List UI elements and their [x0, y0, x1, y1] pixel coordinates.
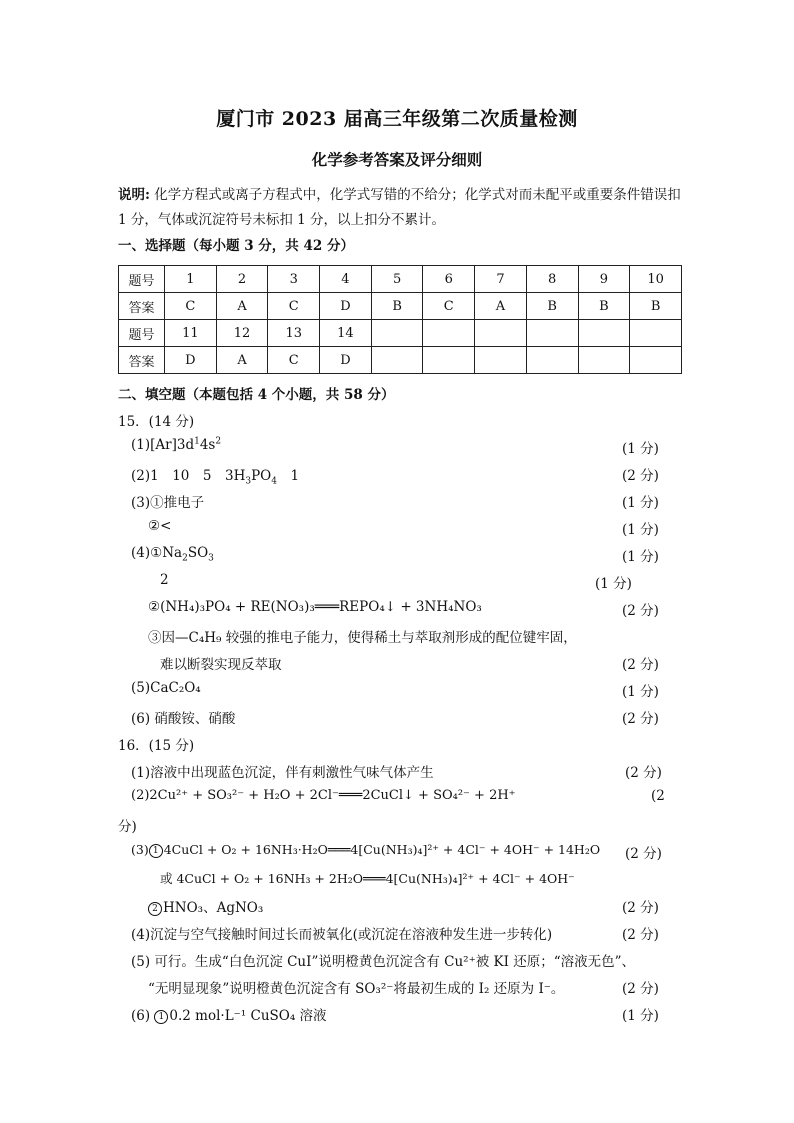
q16-part3a: [131, 842, 600, 858]
answer-cell: C: [423, 293, 475, 320]
circled-number-1-b: 1: [154, 1010, 168, 1024]
answer-cell: [475, 347, 527, 374]
question-number-cell: 2: [216, 266, 268, 293]
q16-part2: (2)2Cu²⁺ + SO₃²⁻ + H₂O + 2Cl⁻═══2CuCl↓ + SO₄²⁻ + 2H⁺: [131, 788, 516, 803]
q15-part1-mid: 4s: [199, 437, 216, 453]
q15-part2-text: (2)1 10 5 3H: [131, 468, 246, 484]
q15-part3b-points: (1 分): [622, 522, 659, 538]
q16-part2-wrap: 分): [118, 819, 137, 835]
section-fill-heading: 二、填空题（本题包括 4 个小题，共 58 分）: [118, 387, 395, 403]
q16-part6: [131, 1004, 327, 1024]
question-number-cell: 1: [165, 266, 217, 293]
answer-table: [118, 265, 682, 374]
q15-part2: [131, 464, 300, 487]
page-title: 厦门市 2023 届高三年级第二次质量检测: [216, 108, 578, 130]
q16-part5-line2: “无明显现象”说明橙黄色沉淀含有 SO₃²⁻将最初生成的 I₂ 还原为 I⁻。: [148, 981, 565, 997]
q15-part6-points: (2 分): [622, 711, 659, 727]
q15-part4a2-points: (1 分): [595, 576, 632, 592]
question-number-cell: [423, 320, 475, 347]
answer-cell: C: [165, 293, 217, 320]
q15-part4a-points: (1 分): [622, 549, 659, 565]
q15-part2-points: (2 分): [622, 468, 659, 484]
answer-cell: D: [320, 347, 372, 374]
q15-part4a: [131, 545, 214, 564]
q16-heading: 16．(15 分): [118, 738, 195, 754]
q16-part5: (5) 可行。生成“白色沉淀 CuI”说明橙黄色沉淀含有 Cu²⁺被 KI 还原；“溶液无色”、: [131, 954, 636, 970]
answer-cell: B: [578, 293, 630, 320]
table-row: [119, 293, 682, 320]
q16-part3a-points: (2 分): [625, 846, 662, 862]
q15-part2-end: 1: [276, 468, 300, 484]
question-number-cell: [475, 320, 527, 347]
table-row: [119, 266, 682, 293]
q15-part1-sup2: 2: [215, 436, 222, 447]
question-number-cell: 6: [423, 266, 475, 293]
q15-part2-sub2: 4: [271, 476, 277, 487]
question-number-cell: 3: [268, 266, 320, 293]
q15-part4c: ③因—C₄H₉ 较强的推电子能力，使得稀土与萃取剂形成的配位键牢固，: [148, 630, 577, 646]
answer-cell: [371, 347, 423, 374]
question-number-cell: [526, 320, 578, 347]
table-row: [119, 320, 682, 347]
answer-cell: A: [216, 347, 268, 374]
row-header: 题号: [119, 320, 165, 347]
q15-part4a-sub2: 3: [208, 553, 214, 564]
q15-part4b-points: (2 分): [622, 603, 659, 619]
question-number-cell: [578, 320, 630, 347]
q16-part4: (4)沉淀与空气接触时间过长而被氧化(或沉淀在溶液种发生进一步转化): [131, 927, 553, 943]
q15-part4c-line2: 难以断裂实现反萃取: [160, 657, 282, 673]
q16-part3a2: 或 4CuCl + O₂ + 16NH₃ + 2H₂O═══4[Cu(NH₃)₄]²⁺ + 4Cl⁻ + 4OH⁻: [160, 871, 575, 886]
q16-part3b: [148, 896, 263, 916]
q16-part6-points: (1 分): [622, 1008, 659, 1024]
row-header: 题号: [119, 266, 165, 293]
q15-part3a: (3)①推电子: [131, 495, 205, 511]
note-label: 说明:: [118, 187, 150, 203]
instructions-note: [118, 183, 683, 233]
q16-part3a-label: (3): [131, 842, 149, 857]
q15-heading: 15．(14 分): [118, 414, 195, 430]
question-number-cell: 13: [268, 320, 320, 347]
q16-part4-points: (2 分): [622, 927, 659, 943]
q15-part2-mid: PO: [251, 468, 272, 484]
q16-part6-label: (6): [131, 1008, 155, 1024]
q15-part4a-sub1: 2: [182, 553, 188, 564]
q15-part1: [131, 437, 221, 453]
q15-part1-text: (1)[Ar]3d: [131, 437, 195, 453]
answer-cell: B: [630, 293, 682, 320]
question-number-cell: 10: [630, 266, 682, 293]
circled-number-2: 2: [148, 902, 162, 916]
section-choice-heading: 一、选择题（每小题 3 分，共 42 分）: [118, 238, 354, 254]
q16-part3b-points: (2 分): [622, 900, 659, 916]
question-number-cell: [630, 320, 682, 347]
row-header: 答案: [119, 293, 165, 320]
q15-part2-sub1: 3: [245, 476, 252, 487]
question-number-cell: 12: [216, 320, 268, 347]
q15-part4a-mid: SO: [187, 545, 209, 561]
answer-cell: [423, 347, 475, 374]
answer-cell: B: [526, 293, 578, 320]
note-text: 化学方程式或离子方程式中，化学式写错的不给分；化学式对而未配平或重要条件错误扣 1 分，气体或沉淀符号未标扣 1 分，以上扣分不累计。: [118, 187, 681, 228]
answer-cell: B: [371, 293, 423, 320]
circled-number-1: 1: [149, 844, 163, 858]
q15-part3b: ②<: [148, 518, 172, 534]
answer-cell: C: [268, 347, 320, 374]
q15-part5-points: (1 分): [622, 684, 659, 700]
q15-part5: (5)CaC₂O₄: [131, 680, 201, 696]
question-number-cell: [371, 320, 423, 347]
q15-part4a-text: (4)①Na: [131, 545, 183, 561]
q15-part3a-points: (1 分): [622, 495, 659, 511]
q16-part6-text: 0.2 mol·L⁻¹ CuSO₄ 溶液: [169, 1008, 327, 1024]
question-number-cell: 5: [371, 266, 423, 293]
page-subtitle: 化学参考答案及评分细则: [311, 150, 483, 169]
q16-part3b-text: HNO₃、AgNO₃: [163, 900, 264, 916]
answer-cell: A: [475, 293, 527, 320]
q16-part5-points: (2 分): [622, 981, 659, 997]
question-number-cell: 14: [320, 320, 372, 347]
q16-part1: (1)溶液中出现蓝色沉淀，伴有刺激性气味气体产生: [131, 765, 434, 781]
answer-cell: [578, 347, 630, 374]
row-header: 答案: [119, 347, 165, 374]
answer-cell: [526, 347, 578, 374]
q16-part1-points: (2 分): [625, 765, 662, 781]
answer-cell: A: [216, 293, 268, 320]
question-number-cell: 4: [320, 266, 372, 293]
q15-part4a2: 2: [160, 572, 169, 588]
q15-part1-sup1: 1: [194, 436, 200, 447]
table-row: [119, 347, 682, 374]
q15-part1-points: (1 分): [622, 441, 659, 457]
q15-part6: (6) 硝酸铵、硝酸: [131, 711, 236, 727]
q16-part3a-text: 4CuCl + O₂ + 16NH₃·H₂O═══4[Cu(NH₃)₄]²⁺ + 4Cl⁻ + 4OH⁻ + 14H₂O: [163, 842, 601, 857]
answer-cell: D: [165, 347, 217, 374]
question-number-cell: 9: [578, 266, 630, 293]
question-number-cell: 11: [165, 320, 217, 347]
question-number-cell: 7: [475, 266, 527, 293]
answer-cell: [630, 347, 682, 374]
q15-part4b: ②(NH₄)₃PO₄ + RE(NO₃)₃═══REPO₄↓ + 3NH₄NO₃: [148, 599, 482, 615]
q16-part2-points: (2: [651, 788, 665, 804]
answer-cell: D: [320, 293, 372, 320]
question-number-cell: 8: [526, 266, 578, 293]
q15-part4c-points: (2 分): [622, 657, 659, 673]
answer-cell: C: [268, 293, 320, 320]
